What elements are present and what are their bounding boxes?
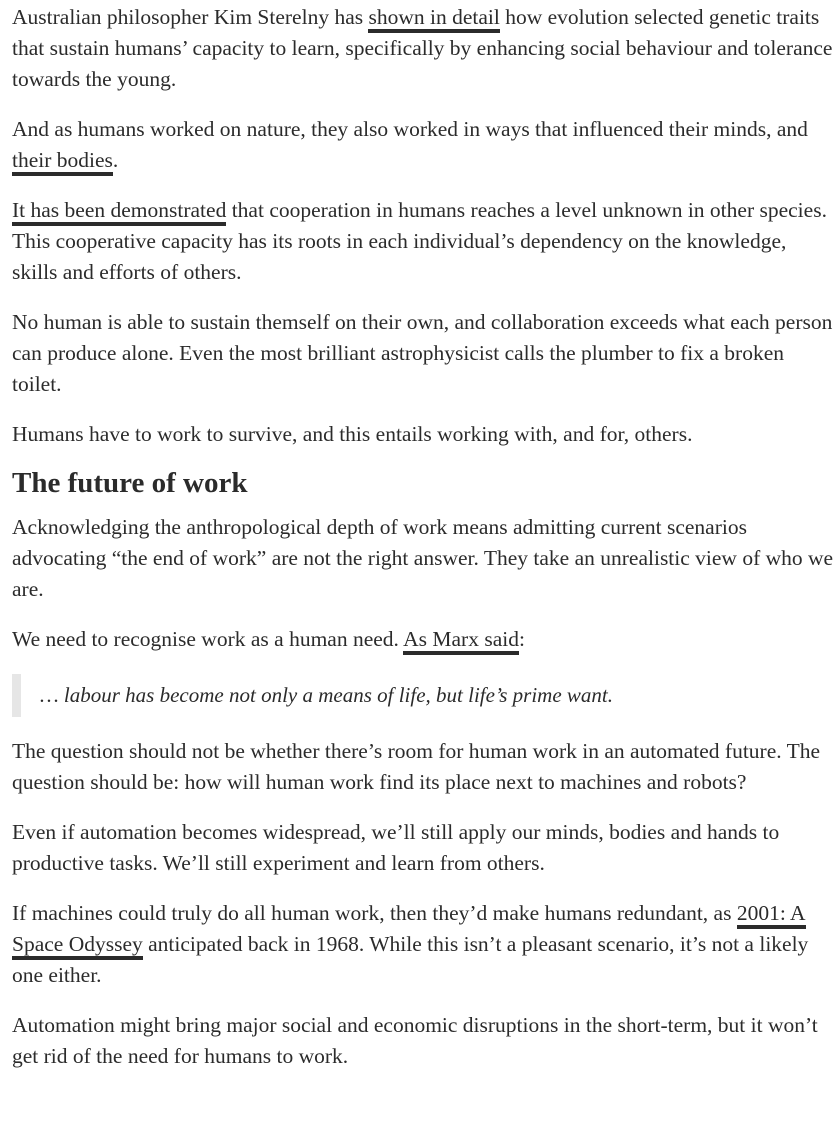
paragraph-text: how evolution selected genetic traits that sustain humans’ capacity to learn, specifically by enhancing social behaviour and tolerance towards the young. (12, 5, 833, 91)
link-shown-in-detail[interactable]: shown in detail (368, 5, 499, 33)
link-their-bodies[interactable]: their bodies (12, 148, 113, 176)
paragraph-machines (12, 898, 834, 991)
paragraph-text: : (518, 627, 525, 651)
paragraph-sterelny (12, 2, 834, 95)
paragraph-cooperation (12, 195, 834, 288)
paragraph-text: We need to recognise work as a human need. (12, 627, 404, 651)
link-as-marx-said[interactable]: As Marx said (403, 627, 519, 655)
paragraph-text: . (112, 148, 119, 172)
paragraph-text: If machines could truly do all human work, then they’d make humans redundant, as (12, 901, 737, 925)
link-it-has-been-demonstrated[interactable]: It has been demonstrated (12, 198, 226, 226)
paragraph-text: anticipated back in 1968. While this isn’t a pleasant scenario, it’s not a likely one either. (12, 932, 809, 987)
paragraph-question: The question should not be whether there’s room for human work in an automated future. The question should be: how will human work find its place next to machines and robots? (12, 739, 821, 794)
marx-quote: … labour has become not only a means of life, but life’s prime want. (12, 674, 834, 717)
paragraph-disruptions: Automation might bring major social and economic disruptions in the short-term, but it won’t get rid of the need for humans to work. (12, 1013, 818, 1068)
paragraph-automation-widespread: Even if automation becomes widespread, we’ll still apply our minds, bodies and hands to productive tasks. We’ll still experiment and learn from others. (12, 820, 780, 875)
paragraph-collaboration: No human is able to sustain themself on their own, and collaboration exceeds what each person can produce alone. Even the most brilliant astrophysicist calls the plumber to fix a broken toilet. (12, 310, 833, 396)
paragraph-marx (12, 624, 834, 655)
section-heading: The future of work (12, 467, 248, 499)
paragraph-bodies (12, 114, 834, 176)
paragraph-text: Australian philosopher Kim Sterelny has (12, 5, 369, 29)
link-space-odyssey[interactable]: 2001: A Space Odyssey (12, 901, 806, 960)
article-body (0, 2, 838, 1072)
paragraph-survive: Humans have to work to survive, and this entails working with, and for, others. (12, 422, 693, 446)
paragraph-text: that cooperation in humans reaches a level unknown in other species. This cooperative capacity has its roots in each individual’s dependency on the knowledge, skills and efforts of others. (12, 198, 827, 284)
paragraph-text: And as humans worked on nature, they also worked in ways that influenced their minds, and (12, 117, 808, 141)
paragraph-anthropological: Acknowledging the anthropological depth of work means admitting current scenarios advocating “the end of work” are not the right answer. They take an unrealistic view of who we are. (12, 515, 834, 601)
